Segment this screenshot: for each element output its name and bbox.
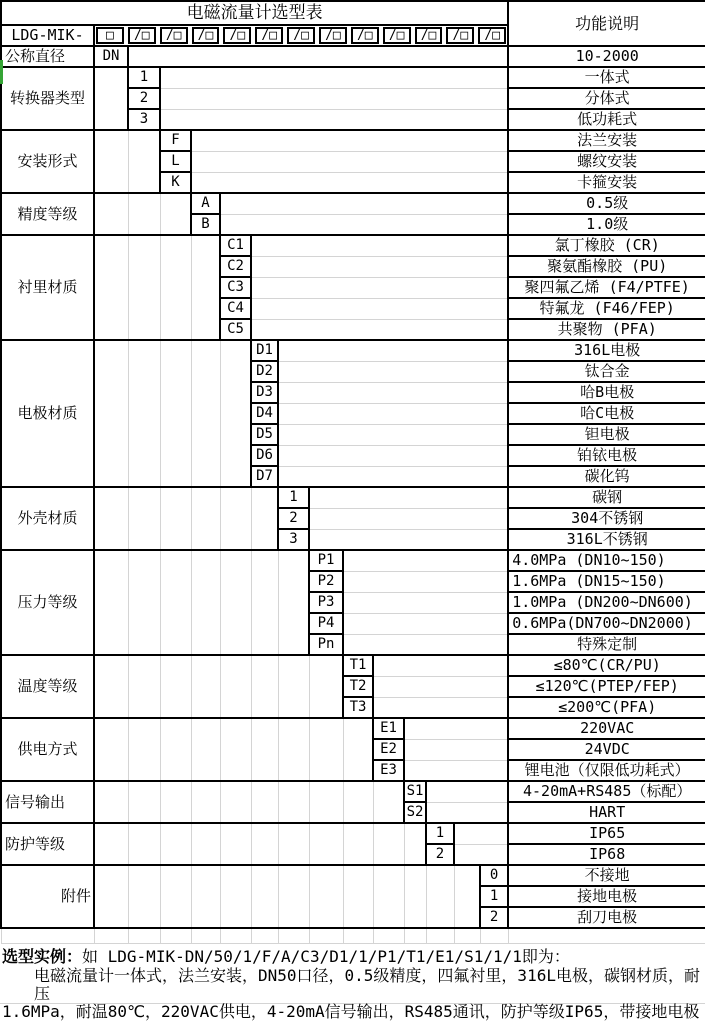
option-desc: ≤200℃(PFA) <box>508 697 705 718</box>
empty-track <box>160 823 191 865</box>
option-desc: 0.5级 <box>508 193 705 214</box>
empty-track <box>220 718 251 781</box>
empty-track <box>343 718 373 781</box>
empty-track <box>94 655 128 718</box>
empty-track <box>128 550 160 655</box>
empty-track <box>128 655 160 718</box>
empty-track <box>94 487 128 550</box>
option-desc: 聚四氟乙烯 (F4/PTFE) <box>508 277 705 298</box>
empty-track <box>278 655 309 718</box>
empty-track <box>94 823 128 865</box>
option-code: C1 <box>220 235 251 256</box>
empty-region <box>220 193 508 214</box>
code-boxes-row <box>94 25 508 46</box>
empty-track <box>128 718 160 781</box>
empty-region <box>343 571 508 592</box>
group-label: 供电方式 <box>1 718 94 781</box>
code-box: /□ <box>383 27 411 44</box>
empty-track <box>191 865 220 928</box>
empty-track <box>128 340 160 487</box>
option-code: 1 <box>480 886 508 907</box>
option-desc: 螺纹安装 <box>508 151 705 172</box>
grid-cell <box>128 928 160 944</box>
option-desc: 0.6MPa(DN700~DN2000) <box>508 613 705 634</box>
code-box: /□ <box>255 27 283 44</box>
empty-track <box>94 235 128 340</box>
option-code: L <box>160 151 191 172</box>
option-code: P1 <box>309 550 343 571</box>
empty-track <box>309 865 343 928</box>
grid-cell <box>94 928 128 944</box>
empty-region <box>251 298 508 319</box>
empty-track <box>278 718 309 781</box>
empty-region <box>373 655 508 676</box>
option-code: C2 <box>220 256 251 277</box>
empty-region <box>220 214 508 235</box>
empty-track <box>220 865 251 928</box>
option-desc: 低功耗式 <box>508 109 705 130</box>
empty-track <box>191 340 220 487</box>
grid-cell <box>220 928 251 944</box>
empty-track <box>278 823 309 865</box>
empty-region <box>278 382 508 403</box>
option-desc: 铂铱电极 <box>508 445 705 466</box>
empty-track <box>160 781 191 823</box>
empty-region <box>278 466 508 487</box>
empty-region <box>128 46 508 67</box>
empty-track <box>94 67 128 130</box>
empty-track <box>309 655 343 718</box>
code-box: /□ <box>192 27 220 44</box>
empty-track <box>160 193 191 235</box>
option-code: A <box>191 193 220 214</box>
option-code: Pn <box>309 634 343 655</box>
option-code: 2 <box>278 508 309 529</box>
grid-cell <box>309 928 343 944</box>
empty-track <box>426 865 454 928</box>
group-label: 压力等级 <box>1 550 94 655</box>
group-label: 安装形式 <box>1 130 94 193</box>
code-box: /□ <box>446 27 474 44</box>
option-code: K <box>160 172 191 193</box>
option-desc: 聚氨酯橡胶 (PU) <box>508 256 705 277</box>
empty-region <box>454 823 508 844</box>
example-line-3: 1.6MPa，耐温80℃，220VAC供电，4-20mA信号输出，RS485通讯，防护等级IP65，带接地电极 <box>2 1002 700 1021</box>
empty-region <box>251 277 508 298</box>
option-code: C4 <box>220 298 251 319</box>
empty-region <box>426 781 508 802</box>
empty-track <box>251 718 278 781</box>
empty-track <box>343 865 373 928</box>
empty-track <box>220 781 251 823</box>
grid-cell <box>251 928 278 944</box>
empty-track <box>309 823 343 865</box>
empty-region <box>404 739 508 760</box>
option-code: S2 <box>404 802 426 823</box>
option-desc: 接地电极 <box>508 886 705 907</box>
option-desc: 1.0级 <box>508 214 705 235</box>
option-code: D7 <box>251 466 278 487</box>
group-label: 防护等级 <box>1 823 94 865</box>
option-code: T2 <box>343 676 373 697</box>
grid-cell <box>480 928 508 944</box>
empty-region <box>343 550 508 571</box>
option-desc: 共聚物 (PFA) <box>508 319 705 340</box>
option-code: 1 <box>128 67 160 88</box>
empty-region <box>373 676 508 697</box>
empty-track <box>343 823 373 865</box>
option-code: P4 <box>309 613 343 634</box>
empty-track <box>278 781 309 823</box>
code-box: /□ <box>223 27 251 44</box>
empty-region <box>309 529 508 550</box>
empty-track <box>191 781 220 823</box>
table-title: 电磁流量计选型表 <box>1 1 508 25</box>
empty-region <box>191 130 508 151</box>
empty-track <box>94 781 128 823</box>
empty-track <box>191 235 220 340</box>
option-code: 3 <box>128 109 160 130</box>
empty-track <box>160 235 191 340</box>
empty-region <box>373 697 508 718</box>
option-desc: 氯丁橡胶 (CR) <box>508 235 705 256</box>
option-code: D4 <box>251 403 278 424</box>
option-desc: 304不锈钢 <box>508 508 705 529</box>
empty-track <box>220 655 251 718</box>
group-label: 电极材质 <box>1 340 94 487</box>
group-label: 精度等级 <box>1 193 94 235</box>
option-code: C5 <box>220 319 251 340</box>
empty-track <box>94 865 128 928</box>
option-desc: 刮刀电极 <box>508 907 705 928</box>
option-code: 2 <box>426 844 454 865</box>
grid-cell <box>426 928 454 944</box>
group-label: 信号输出 <box>1 781 94 823</box>
selection-example <box>0 944 705 1021</box>
empty-region <box>404 760 508 781</box>
option-code: 2 <box>128 88 160 109</box>
empty-track <box>94 193 128 235</box>
empty-track <box>220 340 251 487</box>
option-desc: 特殊定制 <box>508 634 705 655</box>
empty-track <box>160 487 191 550</box>
example-line-2: 电磁流量计一体式，法兰安装，DN50口径，0.5级精度，四氟衬里，316L电极，碳钢材质，耐压 <box>34 966 700 1003</box>
option-code: D3 <box>251 382 278 403</box>
empty-track <box>373 823 404 865</box>
option-code: 0 <box>480 865 508 886</box>
option-desc: 法兰安装 <box>508 130 705 151</box>
empty-track <box>373 865 404 928</box>
code-box: /□ <box>319 27 347 44</box>
empty-region <box>160 88 508 109</box>
empty-track <box>94 340 128 487</box>
option-code: P2 <box>309 571 343 592</box>
empty-region <box>278 445 508 466</box>
empty-region <box>160 67 508 88</box>
empty-track <box>251 781 278 823</box>
empty-track <box>128 781 160 823</box>
empty-region <box>251 319 508 340</box>
option-code: P3 <box>309 592 343 613</box>
empty-track <box>94 130 128 193</box>
option-desc: 316L电极 <box>508 340 705 361</box>
group-label: 衬里材质 <box>1 235 94 340</box>
empty-track <box>94 550 128 655</box>
empty-track <box>251 655 278 718</box>
option-desc: 哈B电极 <box>508 382 705 403</box>
code-box: /□ <box>128 27 156 44</box>
empty-track <box>404 865 426 928</box>
option-desc: 4-20mA+RS485（标配） <box>508 781 705 802</box>
option-code: D6 <box>251 445 278 466</box>
option-desc: IP68 <box>508 844 705 865</box>
option-code: 3 <box>278 529 309 550</box>
empty-track <box>220 550 251 655</box>
empty-region <box>278 361 508 382</box>
empty-track <box>251 823 278 865</box>
option-code: 1 <box>278 487 309 508</box>
option-desc: 1.6MPa (DN15~150) <box>508 571 705 592</box>
option-code: B <box>191 214 220 235</box>
option-desc: 钛合金 <box>508 361 705 382</box>
example-model-string: 如 LDG-MIK-DN/50/1/F/A/C3/D1/1/P1/T1/E1/S1/1/1即为： <box>82 947 570 966</box>
option-code: S1 <box>404 781 426 802</box>
option-desc: 碳化钨 <box>508 466 705 487</box>
option-desc: 316L不锈钢 <box>508 529 705 550</box>
option-desc: 碳钢 <box>508 487 705 508</box>
option-code: T3 <box>343 697 373 718</box>
empty-region <box>278 340 508 361</box>
empty-region <box>404 718 508 739</box>
option-desc: 1.0MPa (DN200~DN600) <box>508 592 705 613</box>
option-code: F <box>160 130 191 151</box>
empty-region <box>251 235 508 256</box>
code-box: /□ <box>287 27 315 44</box>
group-label: 公称直径 <box>1 46 94 67</box>
option-desc: ≤120℃(PTEP/FEP) <box>508 676 705 697</box>
empty-track <box>191 550 220 655</box>
code-box: /□ <box>478 27 506 44</box>
grid-cell <box>278 928 309 944</box>
option-code: E2 <box>373 739 404 760</box>
empty-region <box>426 802 508 823</box>
empty-track <box>278 865 309 928</box>
option-desc: 一体式 <box>508 67 705 88</box>
empty-track <box>160 655 191 718</box>
code-box: /□ <box>351 27 379 44</box>
empty-track <box>343 781 373 823</box>
function-column-header: 功能说明 <box>508 1 705 46</box>
empty-track <box>309 781 343 823</box>
grid-cell <box>191 928 220 944</box>
empty-track <box>373 781 404 823</box>
empty-region <box>251 256 508 277</box>
group-label: 外壳材质 <box>1 487 94 550</box>
grid-cell <box>160 928 191 944</box>
grid-cell <box>1 928 94 944</box>
option-desc: 24VDC <box>508 739 705 760</box>
code-box: /□ <box>160 27 188 44</box>
option-desc: IP65 <box>508 823 705 844</box>
option-desc: 哈C电极 <box>508 403 705 424</box>
empty-track <box>191 823 220 865</box>
group-label: 温度等级 <box>1 655 94 718</box>
option-desc: 分体式 <box>508 88 705 109</box>
empty-region <box>343 634 508 655</box>
code-boxes <box>95 27 507 44</box>
option-desc: ≤80℃(CR/PU) <box>508 655 705 676</box>
empty-track <box>251 865 278 928</box>
option-desc: 4.0MPa (DN10~150) <box>508 550 705 571</box>
empty-track <box>309 718 343 781</box>
grid-cell <box>404 928 426 944</box>
empty-track <box>191 655 220 718</box>
option-desc: 锂电池（仅限低功耗式） <box>508 760 705 781</box>
code-box: /□ <box>415 27 443 44</box>
option-desc: 10-2000 <box>508 46 705 67</box>
empty-track <box>128 193 160 235</box>
option-desc: 不接地 <box>508 865 705 886</box>
empty-track <box>454 865 480 928</box>
grid-cell <box>343 928 373 944</box>
empty-track <box>220 823 251 865</box>
empty-track <box>191 718 220 781</box>
option-desc: 特氟龙 (F46/FEP) <box>508 298 705 319</box>
empty-track <box>128 865 160 928</box>
code-box: □ <box>96 27 124 44</box>
option-code: D2 <box>251 361 278 382</box>
empty-track <box>220 487 251 550</box>
empty-region <box>343 592 508 613</box>
option-code: C3 <box>220 277 251 298</box>
option-code: 1 <box>426 823 454 844</box>
grid-cell <box>454 928 480 944</box>
empty-track <box>128 235 160 340</box>
empty-track <box>128 823 160 865</box>
option-code: 2 <box>480 907 508 928</box>
empty-track <box>160 718 191 781</box>
empty-region <box>278 424 508 445</box>
example-line-1 <box>0 947 705 967</box>
option-code: E1 <box>373 718 404 739</box>
empty-track <box>404 823 426 865</box>
empty-track <box>160 340 191 487</box>
empty-track <box>160 550 191 655</box>
option-desc: 卡箍安装 <box>508 172 705 193</box>
empty-track <box>160 865 191 928</box>
grid-cell <box>508 928 705 944</box>
empty-region <box>309 487 508 508</box>
group-label: 附件 <box>1 865 94 928</box>
empty-track <box>191 487 220 550</box>
empty-region <box>191 172 508 193</box>
option-desc: HART <box>508 802 705 823</box>
empty-track <box>94 718 128 781</box>
option-code: T1 <box>343 655 373 676</box>
option-desc: 钽电极 <box>508 424 705 445</box>
option-desc: 220VAC <box>508 718 705 739</box>
example-heading: 选型实例： <box>2 947 83 966</box>
empty-region <box>278 403 508 424</box>
empty-region <box>454 844 508 865</box>
group-label: 转换器类型 <box>1 67 94 130</box>
green-selection-marker <box>0 60 3 84</box>
empty-region <box>191 151 508 172</box>
empty-region <box>343 613 508 634</box>
option-code: D1 <box>251 340 278 361</box>
empty-track <box>251 487 278 550</box>
empty-track <box>251 550 278 655</box>
empty-region <box>309 508 508 529</box>
empty-region <box>160 109 508 130</box>
option-code: DN <box>94 46 128 67</box>
option-code: D5 <box>251 424 278 445</box>
option-code: E3 <box>373 760 404 781</box>
empty-track <box>278 550 309 655</box>
empty-track <box>128 130 160 193</box>
model-prefix: LDG-MIK- <box>1 25 94 46</box>
grid-cell <box>373 928 404 944</box>
empty-track <box>128 487 160 550</box>
